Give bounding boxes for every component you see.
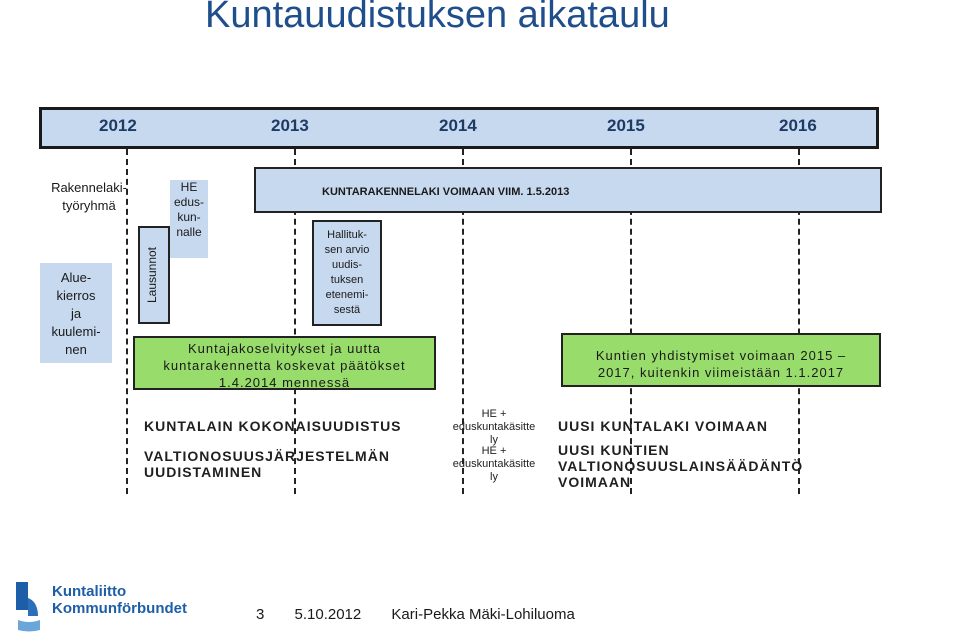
page-number: 3 bbox=[256, 606, 265, 623]
municipal-reports-box: Kuntajakoselvitykset ja uutta kuntarakennetta koskevat päätökset 1.4.2014 mennessä bbox=[133, 336, 436, 390]
presenter: Kari-Pekka Mäki-Lohiluoma bbox=[391, 606, 575, 623]
year-label: 2016 bbox=[779, 116, 817, 135]
date: 5.10.2012 bbox=[294, 606, 362, 623]
year-label: 2014 bbox=[439, 116, 477, 135]
footer bbox=[256, 606, 601, 623]
statements-label: Lausunnot bbox=[145, 246, 160, 304]
kuntaliitto-logo-icon bbox=[12, 580, 46, 632]
years-bar bbox=[39, 107, 879, 149]
year-label: 2013 bbox=[271, 116, 309, 135]
logo-line2: Kommunförbundet bbox=[52, 600, 187, 617]
row-new-subsidy: UUSI KUNTIEN VALTIONOSUUSLAINSÄÄDÄNTÖ VOIMAAN bbox=[558, 442, 804, 490]
working-group-label: Rakennelaki- työryhmä bbox=[51, 180, 127, 213]
row-municipal-act: KUNTALAIN KOKONAISUUDISTUS bbox=[144, 418, 402, 434]
row-bill-label: HE + eduskuntakäsitte ly bbox=[452, 408, 536, 446]
logo-line1: Kuntaliitto bbox=[52, 583, 127, 600]
row-state-subsidy: VALTIONOSUUSJÄRJESTELMÄN UUDISTAMINEN bbox=[144, 448, 390, 480]
statements-box bbox=[138, 226, 170, 324]
municipal-mergers-box: Kuntien yhdistymiset voimaan 2015 – 2017, kuitenkin viimeistään 1.1.2017 bbox=[561, 333, 881, 387]
page-title: Kuntauudistuksen aikataulu bbox=[205, 0, 670, 36]
row-new-act: UUSI KUNTALAKI VOIMAAN bbox=[558, 418, 768, 434]
year-label: 2015 bbox=[607, 116, 645, 135]
government-assessment-box: Hallituk- sen arvio uudis- tuksen etenemi- sestä bbox=[312, 220, 382, 326]
kuntaliitto-logo-text bbox=[52, 583, 187, 617]
year-label: 2012 bbox=[99, 116, 137, 135]
regional-tour-box: Alue- kierros ja kuulemi- nen bbox=[40, 263, 112, 363]
structure-law-box: KUNTARAKENNELAKI VOIMAAN VIIM. 1.5.2013 bbox=[254, 167, 882, 213]
row-bill-label: HE + eduskuntakäsitte ly bbox=[452, 445, 536, 483]
government-bill-box: HE edus- kun- nalle bbox=[170, 180, 208, 258]
